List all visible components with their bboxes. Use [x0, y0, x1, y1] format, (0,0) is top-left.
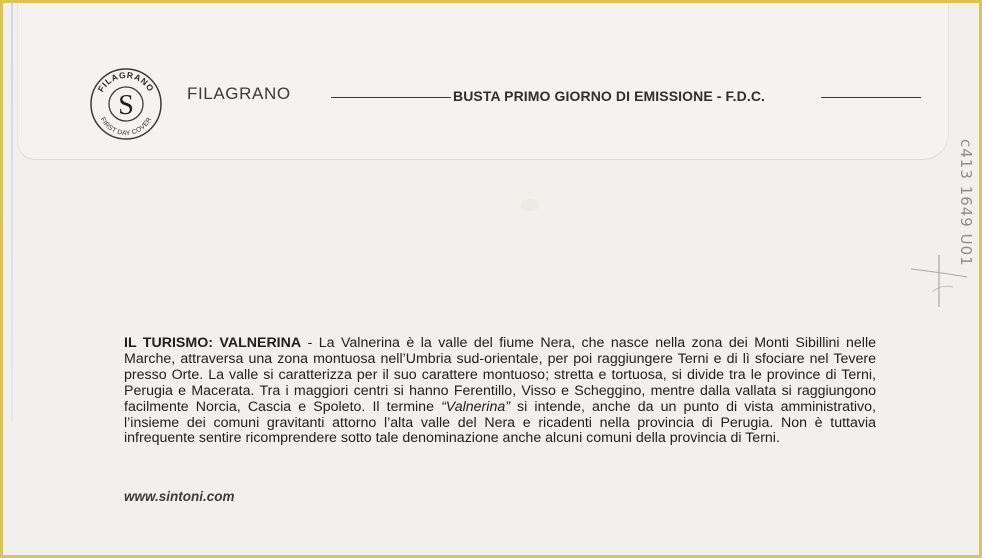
description-text-1: - La Valnerina è la valle del fiume Nera, che nasce nella zona dei Monti Sibillini nelle Marche, attraversa una zona montuosa nell’Umbria sud-orientale, per poi raggiungere Terni e di lì sfociare nel Tevere presso Orte. La valle si caratterizza per il suo carattere montuoso; stretta e tortuosa, si divide tra le province di Terni, Perugia e Macerata. Tra i maggiori centri si hanno Ferentillo, Visso e Scheggino, mentre dalla vallata si raggiungono facilmente Norcia, Cascia e Spoleto. Il termine [124, 335, 876, 415]
description-text-2: si intende, anche da un punto di vista amministrativo, l’insieme dei comuni gravitanti attorno l’alta valle del Nera e ricadenti nella provincia di Perugia. Non è tuttavia infrequente sentire ricomprendere sotto tale denominazione anche alcuni comuni della provincia di Terni. [124, 398, 876, 447]
header-rule-right [821, 97, 921, 98]
logo-ring-top: FILAGRANO [95, 69, 157, 94]
header-title: BUSTA PRIMO GIORNO DI EMISSIONE - F.D.C. [453, 88, 766, 104]
paper-smudge [521, 199, 539, 211]
envelope-edge [11, 3, 13, 423]
header-rule-left [331, 97, 451, 98]
envelope-back [2, 2, 980, 556]
filagrano-logo [89, 67, 163, 141]
brand-name: FILAGRANO [187, 84, 291, 103]
website-url: www.sintoni.com [124, 489, 235, 504]
description-paragraph [124, 336, 876, 447]
logo-ring-bottom: FIRST DAY COVER [98, 116, 154, 138]
handwritten-code: c413 1649 U01 [957, 139, 975, 267]
description-italic-term: “Valnerina” [441, 398, 510, 415]
description-heading: IL TURISMO: VALNERINA [124, 335, 302, 351]
pencil-mark [909, 251, 969, 313]
logo-letter: S [118, 90, 134, 121]
